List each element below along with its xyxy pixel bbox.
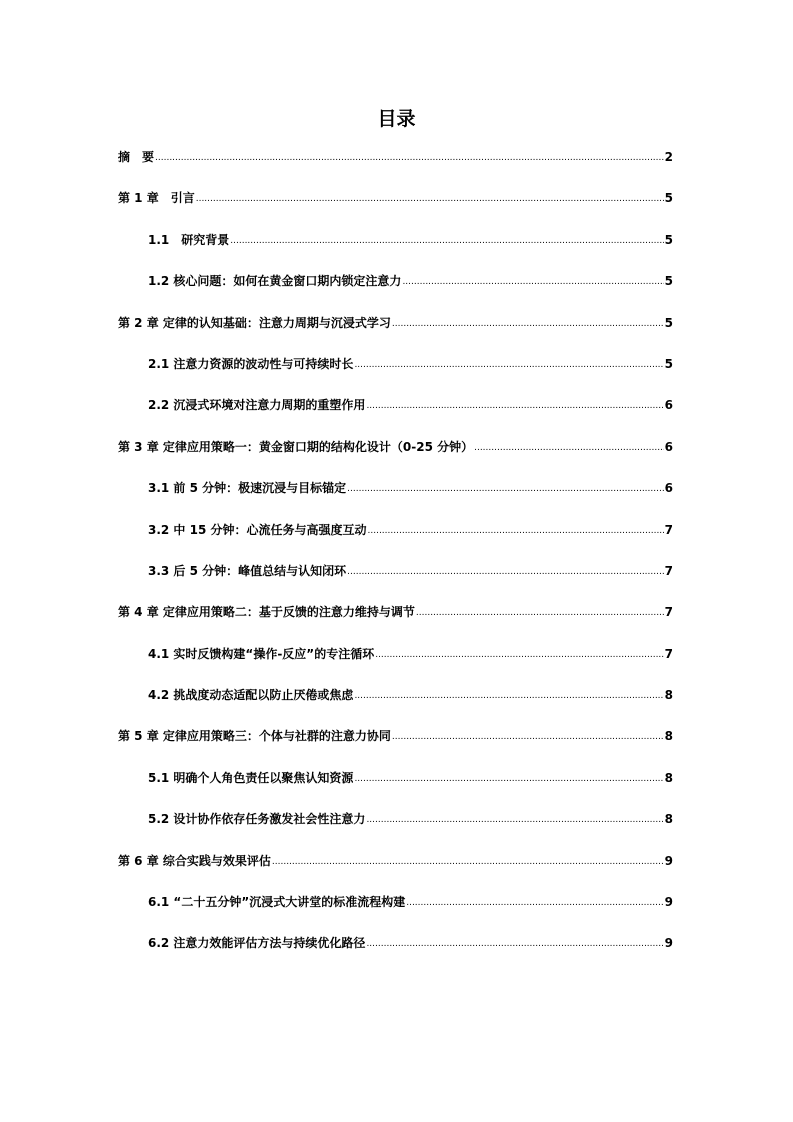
toc-entry-1-2[interactable] [118, 272, 673, 313]
toc-entry-label: 5.2 设计协作依存任务激发社会性注意力 [148, 812, 366, 827]
dot-leader [272, 853, 664, 867]
toc-entry-label: 摘 要 [118, 150, 155, 164]
dot-leader [366, 935, 663, 949]
toc-page-number: 2 [664, 150, 673, 164]
toc-entry-chapter-1[interactable] [118, 189, 673, 230]
toc-entry-label: 第 1 章 引言 [118, 191, 195, 206]
toc-entry-label: 第 4 章 定律应用策略二：基于反馈的注意力维持与调节 [118, 605, 415, 620]
dot-leader [375, 646, 663, 660]
toc-entry-chapter-3[interactable] [118, 438, 673, 479]
toc-page-number: 8 [664, 812, 673, 827]
toc-page-number: 5 [664, 191, 673, 206]
toc-entry-chapter-5[interactable] [118, 727, 673, 768]
toc-page-number: 7 [664, 605, 673, 620]
dot-leader [196, 190, 664, 204]
dot-leader [347, 480, 663, 494]
toc-entry-label: 第 6 章 综合实践与效果评估 [118, 853, 271, 868]
toc-page-number: 7 [664, 522, 673, 537]
toc-entry-label: 6.1 “二十五分钟”沉浸式大讲堂的标准流程构建 [148, 895, 406, 910]
toc-entry-3-3[interactable] [118, 562, 673, 603]
toc-entry-chapter-4[interactable] [118, 603, 673, 644]
toc-entry-label: 6.2 注意力效能评估方法与持续优化路径 [148, 936, 366, 951]
toc-page-number: 5 [664, 315, 673, 330]
dot-leader [406, 894, 663, 908]
toc-entry-label: 5.1 明确个人角色责任以聚焦认知资源 [148, 770, 354, 785]
toc-entry-label: 3.2 中 15 分钟：心流任务与高强度互动 [148, 522, 367, 537]
toc-page-number: 8 [664, 688, 673, 703]
toc-page-number: 7 [664, 563, 673, 578]
toc-entry-label: 2.1 注意力资源的波动性与可持续时长 [148, 356, 354, 371]
toc-entry-chapter-6[interactable] [118, 852, 673, 893]
toc-page-number: 5 [664, 274, 673, 289]
dot-leader [366, 397, 663, 411]
toc-entry-label: 2.2 沉浸式环境对注意力周期的重塑作用 [148, 398, 366, 413]
dot-leader [474, 439, 664, 453]
toc-entry-6-1[interactable] [118, 893, 673, 934]
dot-leader [392, 728, 664, 742]
toc-page-number: 5 [664, 356, 673, 371]
toc-entry-label: 1.2 核心问题：如何在黄金窗口期内锁定注意力 [148, 274, 402, 289]
toc-entry-label: 3.3 后 5 分钟：峰值总结与认知闭环 [148, 563, 347, 578]
toc-page-number: 5 [664, 232, 673, 247]
toc-entry-4-2[interactable] [118, 686, 673, 727]
toc-entry-chapter-2[interactable] [118, 314, 673, 355]
toc-page-number: 8 [664, 770, 673, 785]
toc-page-number: 6 [664, 481, 673, 496]
toc-page-number: 6 [664, 439, 673, 454]
dot-leader [366, 811, 663, 825]
dot-leader [354, 356, 663, 370]
toc-entry-3-2[interactable] [118, 521, 673, 562]
toc-entry-2-1[interactable] [118, 355, 673, 396]
toc-entry-5-2[interactable] [118, 810, 673, 851]
toc-entry-label: 4.2 挑战度动态适配以防止厌倦或焦虑 [148, 688, 354, 703]
dot-leader [368, 522, 664, 536]
toc-page-number: 6 [664, 398, 673, 413]
toc-page-number: 9 [664, 936, 673, 951]
toc-entry-label: 第 2 章 定律的认知基础：注意力周期与沉浸式学习 [118, 315, 391, 330]
toc-entry-2-2[interactable] [118, 396, 673, 437]
toc-entry-label: 第 3 章 定律应用策略一：黄金窗口期的结构化设计（0-25 分钟） [118, 439, 474, 454]
toc-entry-label: 1.1 研究背景 [148, 232, 230, 247]
toc-entry-6-2[interactable] [118, 934, 673, 975]
toc-entry-3-1[interactable] [118, 479, 673, 520]
toc-page-number: 8 [664, 729, 673, 744]
dot-leader [347, 563, 663, 577]
toc-entry-4-1[interactable] [118, 645, 673, 686]
toc-page-number: 7 [664, 646, 673, 661]
dot-leader [392, 315, 664, 329]
toc-entry-5-1[interactable] [118, 769, 673, 810]
toc-entry-label: 4.1 实时反馈构建“操作-反应”的专注循环 [148, 646, 375, 661]
dot-leader [354, 770, 663, 784]
toc-page-number: 9 [664, 895, 673, 910]
toc-entry-label: 3.1 前 5 分钟：极速沉浸与目标锚定 [148, 481, 347, 496]
toc-entry-label: 第 5 章 定律应用策略三：个体与社群的注意力协同 [118, 729, 391, 744]
toc-entry-abstract[interactable] [118, 148, 673, 189]
dot-leader [230, 232, 663, 246]
dot-leader [402, 273, 663, 287]
dot-leader [155, 149, 664, 163]
toc-entry-1-1[interactable] [118, 231, 673, 272]
dot-leader [354, 687, 663, 701]
dot-leader [416, 604, 664, 618]
toc-page-number: 9 [664, 853, 673, 868]
toc-title: 目录 [377, 108, 416, 130]
table-of-contents [118, 148, 673, 976]
